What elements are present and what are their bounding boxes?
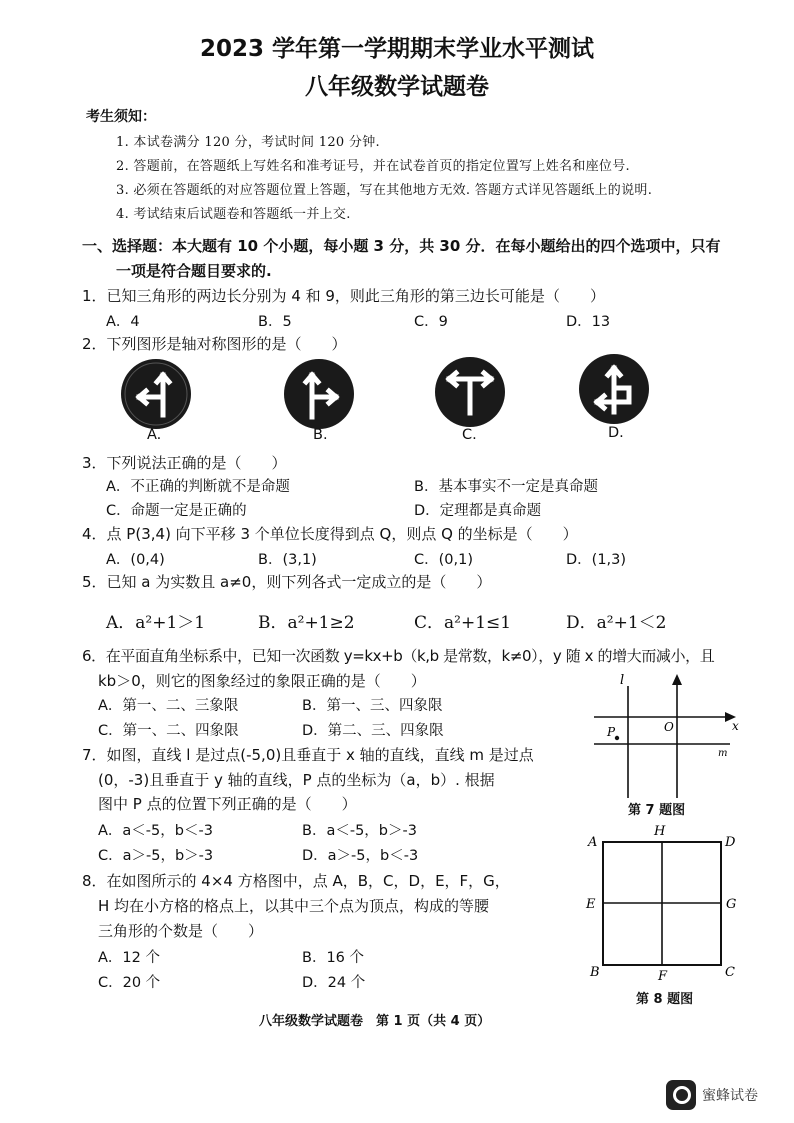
q8-option-a: A．12 个: [98, 950, 160, 966]
q4-option-b: B．(3,1): [258, 552, 317, 568]
q3-option-b: B．基本事实不一定是真命题: [414, 479, 598, 495]
q6-option-d: D．第二、三、四象限: [302, 723, 444, 739]
sign-c-image: [433, 355, 507, 429]
question-8-stem: 8．在如图所示的 4×4 方格图中，点 A，B，C，D，E，F，G，: [82, 872, 510, 890]
q8-label-a: A: [588, 835, 598, 850]
q7-label-o: O: [664, 720, 674, 734]
q8-label-b: B: [590, 965, 600, 980]
q6-option-c: C．第一、二、四象限: [98, 723, 239, 739]
q3-option-a: A．不正确的判断就不是命题: [106, 479, 290, 495]
q8-option-d: D．24 个: [302, 975, 366, 991]
q5-option-b: B．a²+1≥2: [258, 613, 355, 633]
q7-label-m: m: [718, 748, 728, 759]
q7-label-x: x: [732, 719, 739, 733]
q3-option-d: D．定理都是真命题: [414, 503, 542, 519]
q7-option-d: D．a＞-5，b＜-3: [302, 848, 419, 864]
section-heading-cont: 一项是符合题目要求的.: [116, 262, 272, 280]
watermark-icon: [673, 1086, 691, 1104]
q7-option-b: B．a＜-5，b＞-3: [302, 823, 417, 839]
q4-option-d: D．(1,3): [566, 552, 627, 568]
q2-label-a: A.: [147, 427, 162, 443]
sign-b-image: [282, 357, 356, 431]
question-6-stem: 6．在平面直角坐标系中，已知一次函数 y=kx+b（k,b 是常数，k≠0），y 随 x 的增大而减小，且: [82, 647, 715, 665]
q6-option-a: A．第一、二、三象限: [98, 698, 239, 714]
q7-figure-caption: 第 7 题图: [628, 803, 686, 818]
question-3-stem: 3．下列说法正确的是（ ）: [82, 454, 287, 472]
q7-label-p: P: [607, 725, 616, 739]
q1-option-a: A．4: [106, 314, 140, 330]
q7-option-c: C．a＞-5，b＞-3: [98, 848, 214, 864]
q6-option-b: B．第一、三、四象限: [302, 698, 443, 714]
q7-figure: [588, 672, 748, 800]
section-heading: 一、选择题：本大题有 10 个小题，每小题 3 分，共 30 分．在每小题给出的四个选项中，只有: [82, 237, 721, 255]
q4-option-a: A．(0,4): [106, 552, 165, 568]
q1-option-d: D．13: [566, 314, 611, 330]
q7-label-l: l: [620, 673, 625, 688]
notice-item: 2. 答题前，在答题纸上写姓名和准考证号，并在试卷首页的指定位置写上姓名和座位号.: [116, 159, 630, 174]
notice-item: 4. 考试结束后试题卷和答题纸一并上交.: [116, 207, 351, 222]
notice-item: 3. 必须在答题纸的对应答题位置上答题，写在其他地方无效. 答题方式详见答题纸上的说明.: [116, 183, 653, 198]
watermark-logo: [666, 1080, 696, 1110]
question-1-stem: 1．已知三角形的两边长分别为 4 和 9，则此三角形的第三边长可能是（ ）: [82, 287, 605, 305]
question-7-stem-cont: (0，-3)且垂直于 y 轴的直线，P 点的坐标为（a，b）. 根据: [98, 771, 495, 789]
sign-d-image: [577, 352, 651, 426]
q5-option-c: C．a²+1≤1: [414, 613, 512, 633]
q3-option-c: C．命题一定是正确的: [106, 503, 247, 519]
q8-label-d: D: [725, 835, 736, 850]
q7-option-a: A．a＜-5，b＜-3: [98, 823, 213, 839]
notice-item: 1. 本试卷满分 120 分，考试时间 120 分钟.: [116, 135, 380, 150]
q2-label-d: D.: [608, 425, 624, 441]
question-2-stem: 2．下列图形是轴对称图形的是（ ）: [82, 335, 347, 353]
question-8-stem-cont: 三角形的个数是（ ）: [98, 922, 264, 940]
question-7-stem: 7．如图，直线 l 是过点(-5,0)且垂直于 x 轴的直线，直线 m 是过点: [82, 746, 534, 764]
question-5-stem: 5．已知 a 为实数且 a≠0，则下列各式一定成立的是（ ）: [82, 573, 492, 591]
q8-option-c: C．20 个: [98, 975, 161, 991]
q8-label-e: E: [586, 897, 596, 912]
q8-label-g: G: [726, 897, 737, 912]
question-6-stem-cont: kb＞0，则它的图象经过的象限正确的是（ ）: [98, 672, 426, 690]
q2-label-b: B.: [313, 427, 328, 443]
page-subtitle: 八年级数学试题卷: [305, 74, 489, 100]
q1-option-c: C．9: [414, 314, 448, 330]
q5-option-a: A．a²+1＞1: [106, 613, 206, 633]
q2-label-c: C.: [462, 427, 477, 443]
question-4-stem: 4．点 P(3,4) 向下平移 3 个单位长度得到点 Q，则点 Q 的坐标是（ ）: [82, 525, 578, 543]
q8-label-h: H: [654, 824, 666, 839]
question-7-stem-cont: 图中 P 点的位置下列正确的是（ ）: [98, 795, 357, 813]
q5-option-d: D．a²+1＜2: [566, 613, 667, 633]
notice-heading: 考生须知：: [86, 109, 156, 125]
q8-label-c: C: [725, 965, 735, 980]
q8-figure: [582, 823, 742, 983]
q8-option-b: B．16 个: [302, 950, 365, 966]
question-8-stem-cont: H 均在小方格的格点上，以其中三个点为顶点，构成的等腰: [98, 897, 490, 915]
q1-option-b: B．5: [258, 314, 292, 330]
sign-a-image: [119, 357, 193, 431]
page-title: 2023 学年第一学期期末学业水平测试: [199, 36, 595, 62]
watermark-text: 蜜蜂试卷: [702, 1088, 758, 1104]
page-footer: 八年级数学试题卷 第 1 页（共 4 页）: [259, 1014, 491, 1029]
q4-option-c: C．(0,1): [414, 552, 473, 568]
q8-label-f: F: [658, 969, 668, 983]
q8-figure-caption: 第 8 题图: [636, 992, 694, 1007]
